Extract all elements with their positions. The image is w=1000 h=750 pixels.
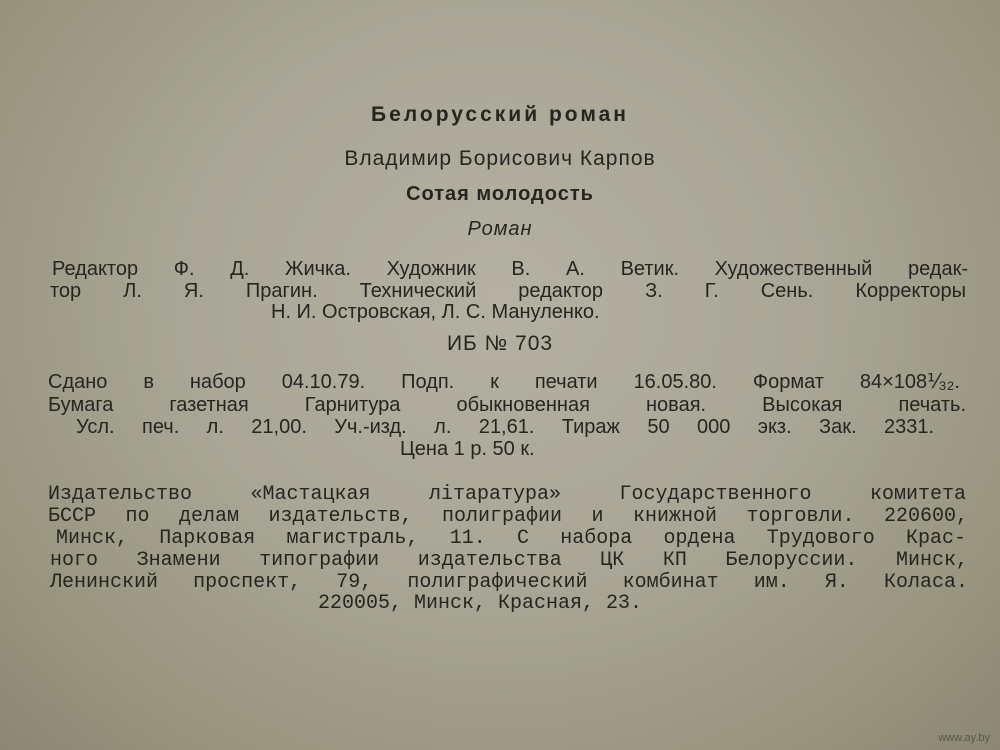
series-title: Белорусский роман [371,103,629,126]
price-line: Цена 1 р. 50 к. [400,438,535,460]
book-title: Сотая молодость [406,183,594,205]
publisher-line: Ленинский проспект, 79, полиграфический комбинат им. Я. Коласа. [50,571,968,594]
imprint-line: Усл. печ. л. 21,00. Уч.-изд. л. 21,61. Тираж 50 000 экз. Зак. 2331. [76,416,934,438]
publisher-line: Минск, Парковая магистраль, 11. С набора ордена Трудового Крас- [56,527,966,550]
imprint-line: Сдано в набор 04.10.79. Подп. к печати 16.05.80. Формат 84×108⅟₃₂. [48,371,960,393]
author-name: Владимир Борисович Карпов [344,147,656,170]
publisher-line: Издательство «Мастацкая літаратура» Государственного комитета [48,483,966,506]
publisher-line: БССР по делам издательств, полиграфии и книжной торговли. 220600, [48,505,968,528]
credits-line: тор Л. Я. Прагин. Технический редактор З. Г. Сень. Корректоры [50,280,966,302]
genre-label: Роман [467,218,533,240]
credits-line: Редактор Ф. Д. Жичка. Художник В. А. Ветик. Художественный редак- [52,258,968,280]
publisher-line: 220005, Минск, Красная, 23. [318,592,643,615]
publisher-line: ного Знамени типографии издательства ЦК КП Белоруссии. Минск, [50,549,968,572]
imprint-line: Бумага газетная Гарнитура обыкновенная новая. Высокая печать. [48,394,966,416]
credits-line: Н. И. Островская, Л. С. Мануленко. [271,301,600,323]
ib-number: ИБ № 703 [446,332,554,355]
watermark: www.ay.by [938,732,990,744]
